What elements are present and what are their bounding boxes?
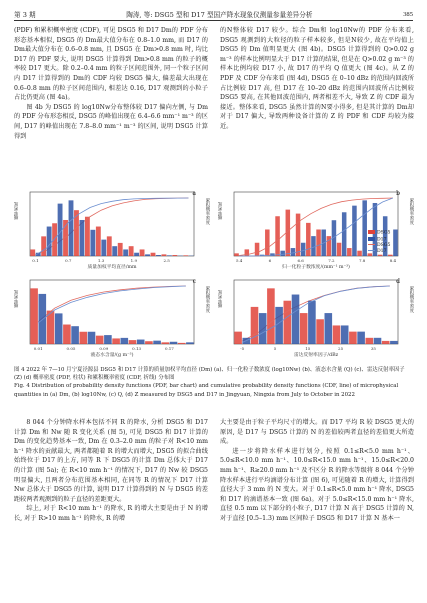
bar-d17 <box>308 301 316 344</box>
bar-dsg5 <box>316 229 321 256</box>
bar-d17 <box>325 313 333 344</box>
x-tick-label: 0.13 <box>132 346 142 351</box>
paragraph: 进一步将降水样本进行划分, 按照 0.1≤R<5.0 mm h⁻¹、5.0≤R<10.0 mm h⁻¹、10.0≤R<15.0 mm h⁻¹、15.0≤R<20.0 mm h⁻¹、R≥20.0 mm h⁻¹ 及不区分 R 的降水等级将 8 044 个分钟降水样本进行平均滴谱分布计算 (图 6), 可见随着 R 的增大, 计算得到直径大于 3 mm 的 N 变大。对于 0.1≤R<5.0 mm h⁻¹ 降水, DSG5 和 D17 的滴谱基本一致 (图 6a)。对于 5.0≤R<15.0 mm h⁻¹ 降水, 直径 0.5 mm 以下部分的小粒子, D17 计算 N 高于 DSG5 计算的 N, 对于直径 [0.5–1.3) mm 区间粒子 DSG5 和 D17 计算 N 基本一 <box>220 447 414 522</box>
plot-frame <box>30 280 194 344</box>
right-column-top <box>220 26 414 132</box>
figure-caption <box>14 366 414 399</box>
running-title: 陶涛, 等: DSG5 型和 D17 型国产降水现象仪测量参量差异分析 <box>126 11 313 19</box>
bar-d17 <box>291 248 296 256</box>
x-axis-label: 雷达反射率因子/dBz <box>293 353 339 358</box>
y2-axis-label: 累积概率密度 <box>409 286 414 313</box>
bar-dsg5 <box>140 249 145 256</box>
bar-d17 <box>55 313 63 344</box>
bar-d17 <box>121 338 129 344</box>
bar-dsg5 <box>316 319 324 344</box>
bar-dsg5 <box>30 288 38 344</box>
bar-d17 <box>90 230 95 256</box>
paragraph: 8 044 个分钟降水样本包括不同 R 的降水, 分析 DSG5 和 D17 计算 Dm 和 Nw 随 R 变化关系 (图 5), 可见 DSG5 和 D17 计算的 Dm 的变化趋势基本一致, Dm 在 0.3–2.0 mm 的粒子对 R<10 mm h⁻¹ 降水的贡献最大, 两者都随着 R 的增大而增大, DSG5 的拟合曲线始终位于 D17 的上方, 同等 R 下 DSG5 的计算 Dm 总体大于 D17 的计算 (图 5a); 在 R<10 mm h⁻¹ 的情况下, D17 的 Nw 较 DSG5 明显偏大, 且两者分布范围基本相同, 在同等 R 的情况下 D17 计算 Nw 总体大于 DSG5 的计算, 说明 D17 计算得到的 N 与 DSG5 的差距较两者观测到的粒子直径的差距更大。 <box>14 419 208 503</box>
bar-dsg5 <box>337 243 342 256</box>
bar-dsg5 <box>183 255 188 256</box>
bar-dsg5 <box>366 338 374 344</box>
bar-dsg5 <box>129 340 137 344</box>
bar-d17 <box>341 325 349 344</box>
bar-dsg5 <box>118 243 123 256</box>
y-axis-label: 概率密度 <box>218 290 223 308</box>
x-tick-label: 0.01 <box>33 346 43 351</box>
x-tick-label: 0.1 <box>32 258 39 263</box>
bar-dsg5 <box>234 253 239 256</box>
caption-cn: 图 4 2022 年 7—10 月宁夏泾源县 DSG5 和 D17 计算的质量加权平均直径 (Dm) (a)、归一化粒子数浓度 (log10Nw) (b)、液态水含量 (Q) (c)、雷达反射率因子 (Z) (d) 概率密度 (PDF, 柱状) 和累积概率密度 (CDF, 折线) 分布图 <box>14 367 405 382</box>
bar-dsg5 <box>96 336 104 344</box>
bar-dsg5 <box>296 214 301 256</box>
bar-d17 <box>275 307 283 344</box>
bar-d17 <box>352 206 357 256</box>
panel-b <box>218 186 414 270</box>
paragraph: (PDF) 和累积概率密度 (CDF), 可见 DSG5 和 D17 Dm的 PDF 分布形态基本相似, DSG5 的 Dm最大值分布在 0.8–1.0 mm, 而 D17 的 Dm最大值分布在 0.6–0.8 mm, 且 DSG5 在 Dm>0.8 mm 时, 均比 D17 的 PDF 要大, 说明 DSG5 计算得到 Dm>0.8 mm 的粒子的概率较 D17 更大。除 0.2–0.4 mm 的粒子区间范围外, 同一个粒子区间内 D17 计算得到的 Dm的 CDF 均较 DSG5 偏大, 偏差最大出现在 0.6–0.8 mm 的粒子区间范围内, 相差达 0.16, D17 观测到的小粒子占比仍更高 (图 4a)。 <box>14 27 208 102</box>
x-tick-label: -5 <box>240 346 245 351</box>
bar-d17 <box>123 249 128 256</box>
bar-dsg5 <box>284 301 292 344</box>
x-tick-label: 35 <box>370 346 376 351</box>
chart-d <box>218 274 414 358</box>
bar-dsg5 <box>267 288 275 344</box>
bar-dsg5 <box>162 254 167 256</box>
legend <box>368 230 390 255</box>
x-tick-label: 6 <box>268 258 272 263</box>
x-tick-label: 0.05 <box>66 346 76 351</box>
bar-dsg5 <box>129 246 134 256</box>
bar-dsg5 <box>300 313 308 344</box>
bar-dsg5 <box>172 255 177 256</box>
x-tick-label: 0.17 <box>164 346 174 351</box>
legend-item: D17 <box>368 237 390 244</box>
panel-label: a <box>192 190 196 197</box>
paragraph: 综上, 对于 R<10 mm h⁻¹ 的降水, R 的增大主要是由于 N 的增长, 对于 R>10 mm h⁻¹ 的降水, R 的增 <box>14 505 208 522</box>
bar-d17 <box>47 227 52 256</box>
x-tick-label: 7.2 <box>328 258 335 263</box>
bar-d17 <box>71 326 79 344</box>
x-tick-label: 8.4 <box>389 258 397 263</box>
panel-label: b <box>396 190 400 197</box>
bar-dsg5 <box>52 223 57 256</box>
paragraph: 的N整体较 D17 较少。综合 Dm和 log10Nw的 PDF 分布来看, DSG5 观测到的大粒径的粒子样本较多, 但是N较少, 故在平均值上 DSG5 的 Dm 值明显更大 (图 4b)。DSG5 计算得到的 Q>0.02 g m⁻³ 的样本比例明显大于 D17 计算的结果, 但是在 Q>0.02 g m⁻³ 的样本比例均较 D17 小, 故 D17 的平均 Q 值更大 (图 4c)。从 Z 的 PDF 及 CDF 分布来看 (图 4d), DSG5 在 0–10 dBz 的范围内回波所占比例较 D17 高, 但 D17 在 10–20 dBz 的范围内回波所占比例较 DSG5 要高, 在其他回波范围内, 两者相差不大, 导致 Z 的 CDF 最为接近。整体来看, DSG5 虽然计算的N要小得多, 但是其计算的 Dm却对于 D17 偏大, 导致两种设备计算的 Z 的 PDF 和 CDF 均较为接近。 <box>220 27 414 130</box>
figure-4 <box>14 186 414 362</box>
bar-dsg5 <box>63 325 71 344</box>
issue-number: 第 3 期 <box>14 11 36 19</box>
y2-axis-label: 累积概率密度 <box>205 198 210 225</box>
panel-label: c <box>192 278 196 285</box>
x-axis-label: 质量加权平均直径/mm <box>87 265 137 270</box>
bar-dsg5 <box>347 248 352 256</box>
x-tick-label: 15 <box>305 346 311 351</box>
bar-d17 <box>153 341 161 344</box>
y-axis-label: 概率密度 <box>14 290 19 308</box>
bar-d17 <box>104 335 112 344</box>
bar-dsg5 <box>275 216 280 256</box>
caption-en: Fig. 4 Distribution of probability density functions (PDF, bar chart) and cumulative probability density functions (CDF, line) of microphysical quantities in (a) Dm, (b) log10Nw, (c) Q, (d) Z measured by DSG5 and D17 in Jingyuan, Ningxia from July to October in 2022 <box>14 383 399 398</box>
bar-d17 <box>311 236 316 256</box>
bar-d17 <box>39 294 47 344</box>
x-tick-label: 0.7 <box>65 258 72 263</box>
bar-dsg5 <box>85 217 90 256</box>
bar-dsg5 <box>306 223 311 256</box>
bar-dsg5 <box>30 249 35 256</box>
x-axis-label: 液态水含量/(g m⁻³) <box>90 353 134 358</box>
bar-dsg5 <box>107 236 112 256</box>
bar-d17 <box>101 240 106 256</box>
bar-dsg5 <box>255 243 260 256</box>
legend-item: DSG5 <box>368 230 390 237</box>
paragraph: 图 4b 为 DSG5 的 log10Nw分布整体较 D17 偏向左侧, 与 Dm的 PDF 分布形态相反, DSG5 的峰值出现在 6.4–6.6 mm⁻¹ m⁻³ 的区间, D17 的峰值出现在 7.8–8.0 mm⁻¹ m⁻³ 的区间, 说明 DSG5 计算得到 <box>14 103 208 140</box>
bar-dsg5 <box>145 341 153 344</box>
bar-d17 <box>393 229 398 256</box>
x-tick-label: 5.4 <box>235 258 243 263</box>
x-axis-label: 归一化粒子数浓度/(mm⁻¹ m⁻³) <box>282 265 350 270</box>
plot-frame <box>234 280 398 344</box>
left-column-bottom <box>14 418 208 524</box>
bar-dsg5 <box>41 236 46 256</box>
x-tick-label: 7.8 <box>358 258 366 263</box>
y-axis-label: 概率密度 <box>218 202 223 220</box>
bar-d17 <box>69 200 74 256</box>
bar-dsg5 <box>382 341 390 344</box>
bar-d17 <box>390 341 398 344</box>
bar-d17 <box>280 251 285 256</box>
bar-dsg5 <box>112 338 120 344</box>
bar-d17 <box>137 340 145 344</box>
x-tick-label: 25 <box>338 346 344 351</box>
bar-d17 <box>362 200 367 256</box>
page-header <box>14 8 413 21</box>
bar-dsg5 <box>151 253 156 256</box>
bar-d17 <box>112 246 117 256</box>
bar-d17 <box>170 342 178 344</box>
panel-label: d <box>396 278 400 285</box>
chart-a <box>14 186 210 270</box>
bar-dsg5 <box>349 332 357 344</box>
bar-dsg5 <box>96 227 101 256</box>
x-tick-label: 1.3 <box>97 258 105 263</box>
panel-d <box>218 274 414 358</box>
bar-d17 <box>186 342 194 344</box>
panel-a <box>14 186 210 270</box>
bar-dsg5 <box>357 251 362 256</box>
bar-d17 <box>167 255 172 256</box>
chart-b <box>218 186 414 270</box>
x-tick-label: 1.9 <box>130 258 138 263</box>
bar-dsg5 <box>162 342 170 344</box>
right-column-bottom <box>220 418 414 524</box>
x-tick-label: 5 <box>273 346 277 351</box>
page-number: 385 <box>403 10 413 18</box>
x-tick-label: 0.09 <box>99 346 109 351</box>
panel-c <box>14 274 210 358</box>
bar-d17 <box>134 253 139 256</box>
paragraph: 大主要是由于粒子平均尺寸的增大。而 D17 平均 R 较 DSG5 更大的原因, 是 D17 与 DSG5 计算的 N 的差值较两者直径的差值更大所造成。 <box>220 419 414 446</box>
bar-d17 <box>156 255 161 256</box>
bar-d17 <box>342 212 347 256</box>
chart-c <box>14 274 210 358</box>
bar-d17 <box>292 295 300 344</box>
bar-d17 <box>145 254 150 256</box>
bar-dsg5 <box>265 229 270 256</box>
x-tick-label: 2.5 <box>163 258 170 263</box>
y2-axis-label: 累积概率密度 <box>205 286 210 313</box>
bar-dsg5 <box>80 332 88 344</box>
legend-item: D17 <box>368 249 390 255</box>
bar-d17 <box>374 338 382 344</box>
x-tick-label: 6.6 <box>297 258 304 263</box>
bar-d17 <box>80 220 85 256</box>
bar-d17 <box>301 243 306 256</box>
bar-d17 <box>357 332 365 344</box>
bar-d17 <box>259 313 267 344</box>
bar-dsg5 <box>234 332 242 344</box>
bar-d17 <box>88 332 96 344</box>
bar-dsg5 <box>178 343 186 344</box>
legend-item: DSG5 <box>368 243 390 249</box>
y2-axis-label: 累积概率密度 <box>409 198 414 225</box>
left-column-top <box>14 26 208 141</box>
y-axis-label: 概率密度 <box>14 202 19 220</box>
bar-dsg5 <box>333 325 341 344</box>
